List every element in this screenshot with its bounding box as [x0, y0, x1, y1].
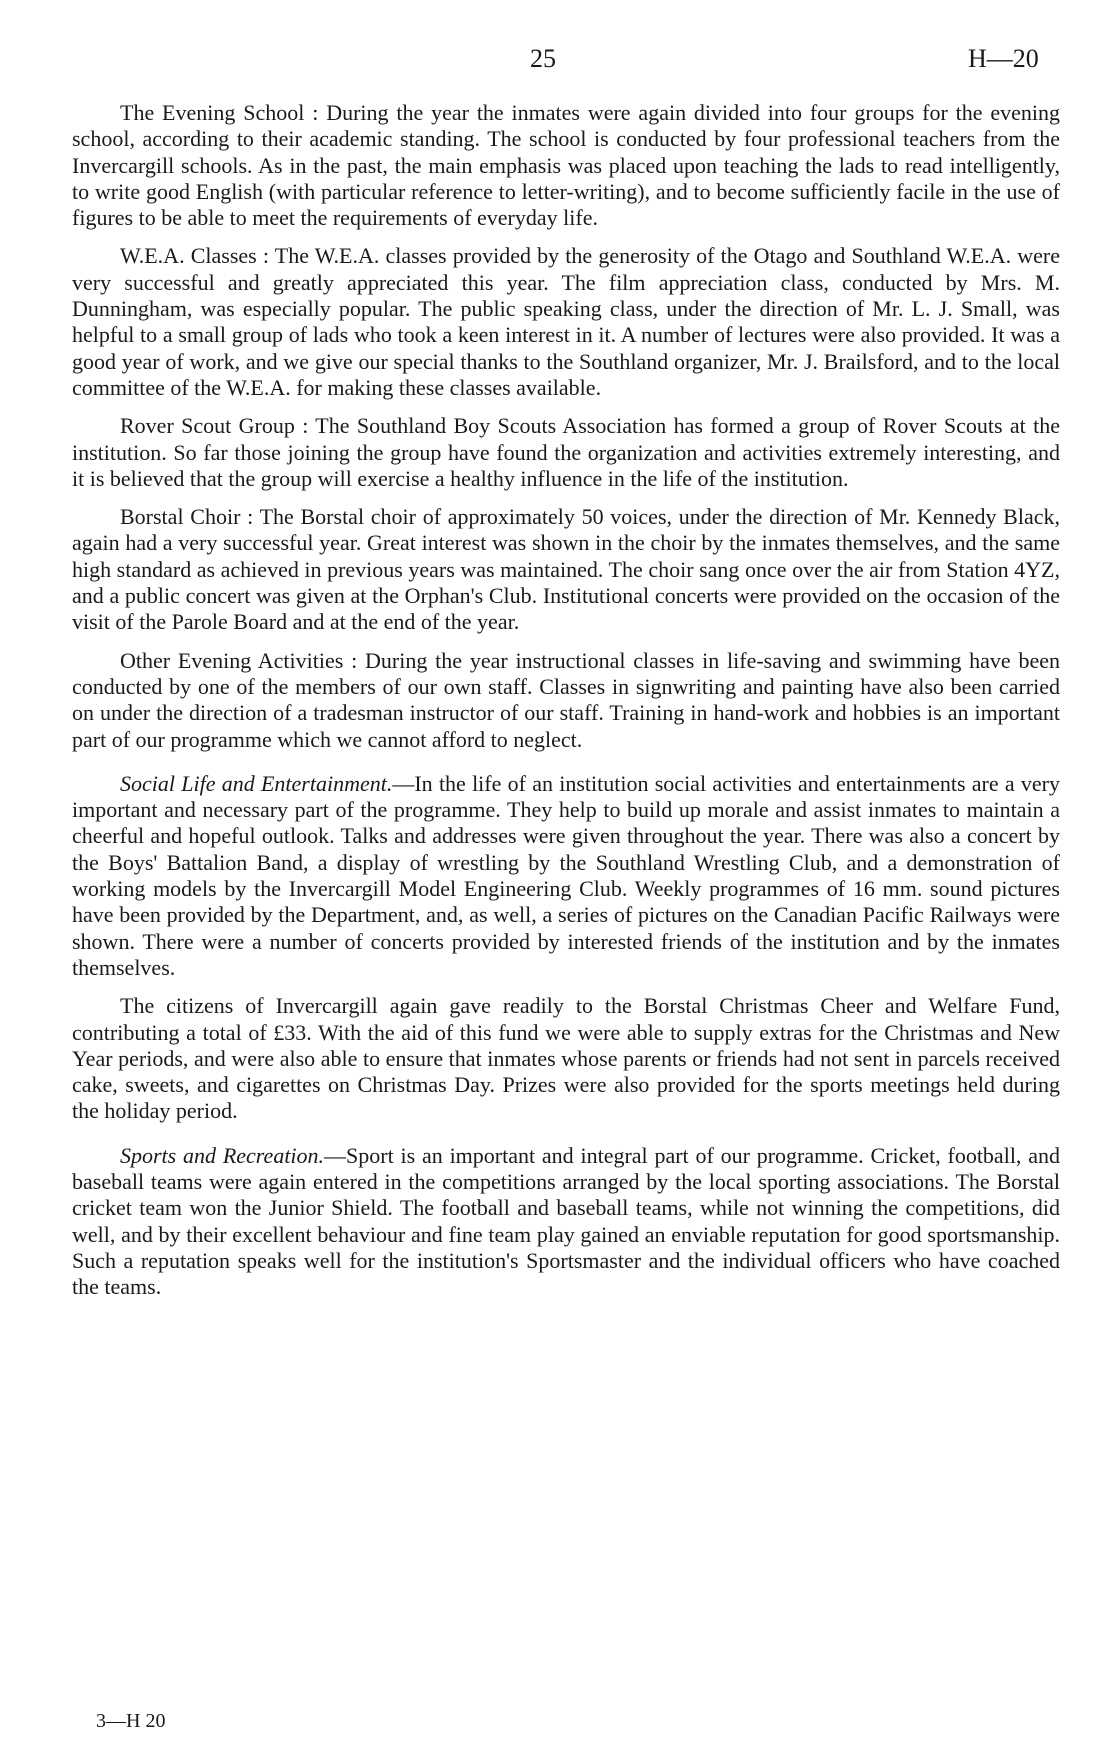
paragraph-rover-scout-group	[72, 413, 1060, 492]
paragraph-text: The Southland Boy Scouts Association has formed a group of Rover Scouts at the institution. So far those joining the group have found the organization and activities extremely interesting, and it is believed that the group will exercise a healthy influence in the life of the institution.	[72, 413, 1061, 491]
paragraph-text: During the year instructional classes in life-saving and swimming have been conducted by one of the members of our own staff. Classes in signwriting and painting have also been carried on under the direction of a tradesman instructor of our staff. Training in hand-work and hobbies is an important part of our programme which we cannot afford to neglect.	[72, 647, 1060, 752]
paragraph-sports-recreation	[72, 1143, 1060, 1301]
paragraph-text: —In the life of an institution social activities and entertainments are a very important and necessary part of the programme. They help to build up morale and assist inmates to maintain a cheerful and hopeful outlook. Talks and addresses were given throughout the year. There was also a concert by the Boys' Battalion Band, a display of wrestling by the Southland Wrestling Club, and a demonstration of working models by the Invercargill Model Engineering Club. Weekly programmes of 16 mm. sound pictures have been provided by the Department, and, as well, a series of pictures on the Canadian Pacific Railways were shown. There were a number of concerts provided by interested friends of the institution and by the inmates themselves.	[72, 770, 1060, 980]
section-heading: Sports and Recreation.	[120, 1142, 325, 1168]
paragraph-text: The Borstal choir of approximately 50 voices, under the direction of Mr. Kennedy Black, again had a very successful year. Great interest was shown in the choir by the inmates themselves, and the same high standard as achieved in previous years was maintained. The choir sang once over the air from Station 4YZ, and a public concert was given at the Orphan's Club. Institutional concerts were provided on the occasion of the visit of the Parole Board and at the end of the year.	[72, 504, 1060, 635]
paragraph-label: Other Evening Activities :	[120, 647, 358, 673]
paragraph-text: The W.E.A. classes provided by the generosity of the Otago and Southland W.E.A. were very successful and greatly appreciated this year. The film appreciation class, conducted by Mrs. M. Dunningham, was especially popular. The public speaking class, under the direction of Mr. L. J. Small, was helpful to a small group of lads who took a keen interest in it. A number of lectures were also provided. It was a good year of work, and we give our special thanks to the Southland organizer, Mr. J. Brailsford, and to the local committee of the W.E.A. for making these classes available.	[72, 243, 1060, 400]
paragraph-label: The Evening School :	[120, 100, 319, 125]
paragraph-christmas-fund	[72, 993, 1060, 1124]
page-footer	[96, 1710, 165, 1733]
paragraph-text: The citizens of Invercargill again gave readily to the Borstal Christmas Cheer and Welfare Fund, contributing a total of £33. With the aid of this fund we were able to supply extras for the Christmas and New Year periods, and were also able to ensure that inmates whose parents or friends had not sent in parcels received cake, sweets, and cigarettes on Christmas Day. Prizes were also provided for the sports meetings held during the holiday period.	[72, 993, 1060, 1124]
section-heading: Social Life and Entertainment.	[120, 770, 393, 796]
paragraph-label: Rover Scout Group :	[120, 413, 309, 439]
paragraph-borstal-choir	[72, 504, 1060, 635]
footer-signature: 3—H 20	[96, 1710, 166, 1732]
page-number: 25	[530, 44, 556, 73]
paragraph-other-evening-activities	[72, 648, 1060, 753]
paragraph-label: W.E.A. Classes :	[120, 243, 270, 269]
page-header	[0, 44, 1114, 84]
paragraph-text: —Sport is an important and integral part of our programme. Cricket, football, and baseball teams were again entered in the competitions arranged by the local sporting associations. The Borstal cricket team won the Junior Shield. The football and baseball teams, while not winning the competitions, did well, and by their excellent behaviour and fine team play gained an enviable reputation for good sportsmanship. Such a reputation speaks well for the institution's Sportsmaster and the individual officers who have coached the teams.	[72, 1142, 1060, 1300]
paragraph-text: During the year the inmates were again divided into four groups for the evening school, according to their academic standing. The school is conducted by four professional teachers from the Invercargill schools. As in the past, the main emphasis was placed upon teaching the lads to read intelligently, to write good English (with particular reference to letter-writing), and to become sufficiently facile in the use of figures to be able to meet the requirements of everyday life.	[72, 100, 1060, 231]
body-text	[72, 100, 1060, 1312]
paragraph-label: Borstal Choir :	[120, 504, 254, 530]
paragraph-social-life	[72, 771, 1060, 981]
document-reference: H—20	[968, 44, 1039, 73]
paragraph-evening-school	[72, 100, 1060, 231]
paragraph-wea-classes	[72, 243, 1060, 401]
